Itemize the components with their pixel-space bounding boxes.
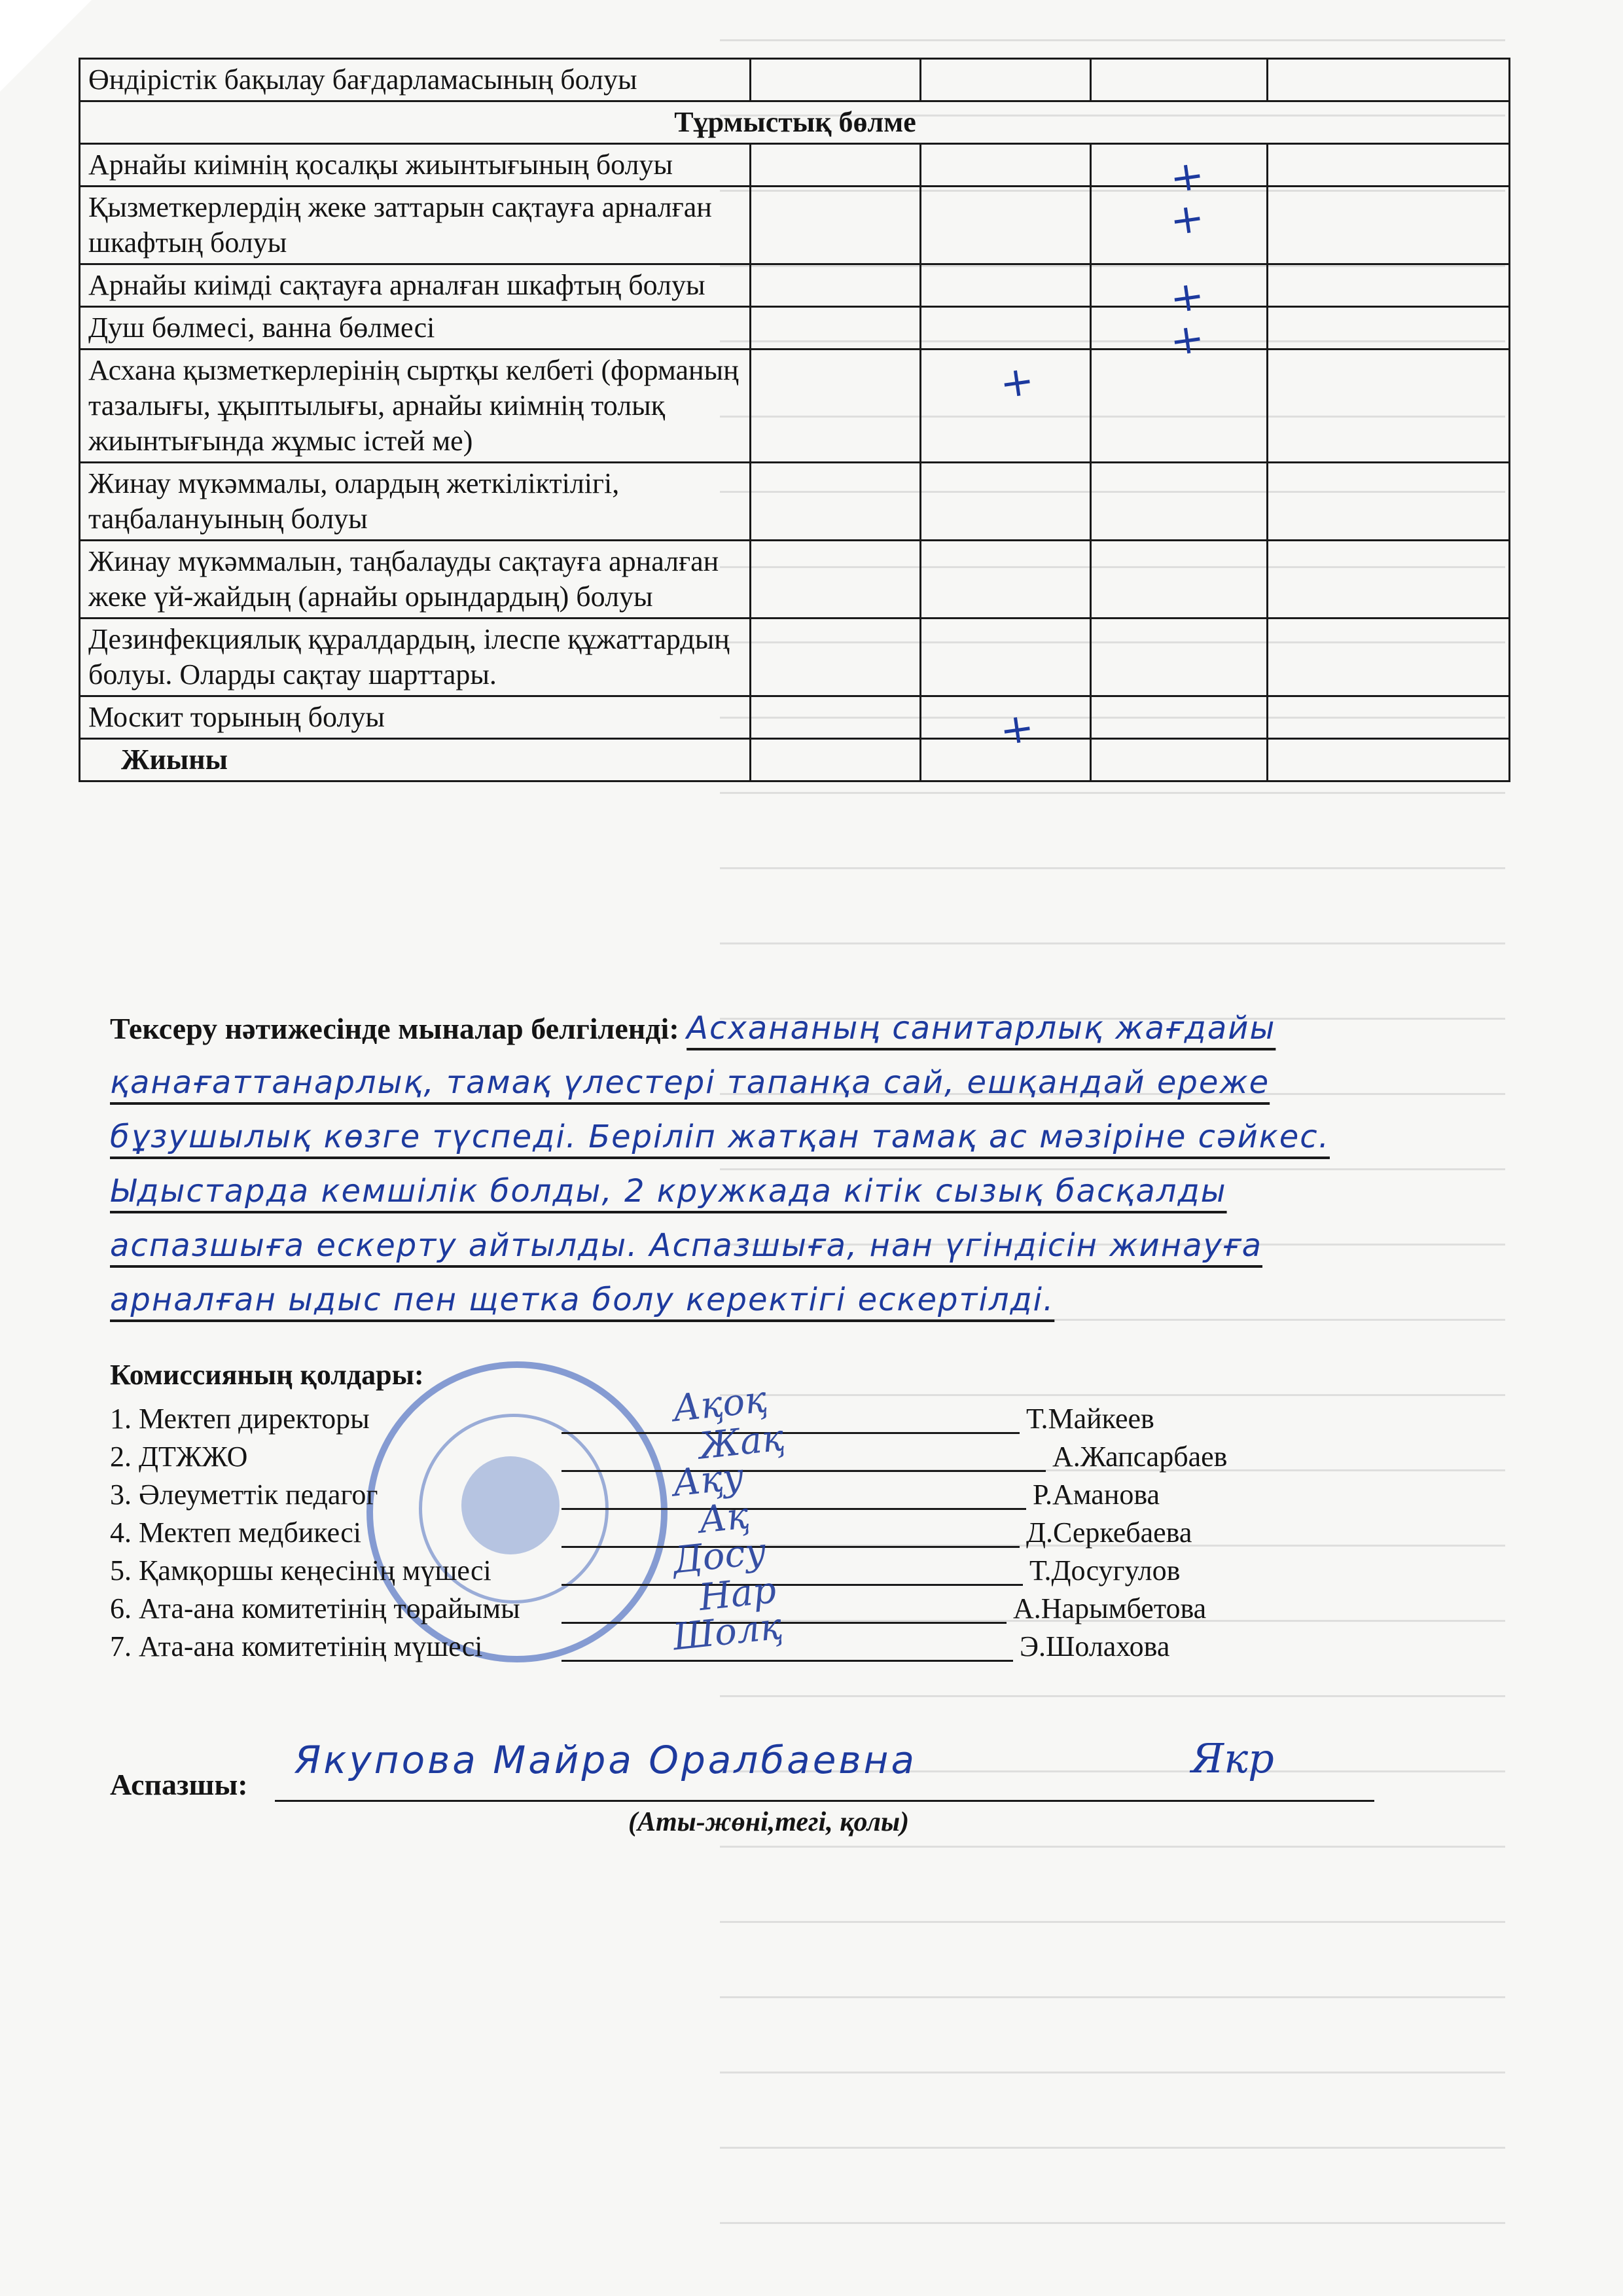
member-role: 4. Мектеп медбикесі	[110, 1516, 361, 1549]
score-cell	[1091, 619, 1268, 696]
folded-corner	[0, 0, 92, 92]
cook-caption: (Аты-жөні,тегі, қолы)	[628, 1807, 910, 1837]
score-cell	[997, 696, 1268, 755]
table-row	[80, 144, 1510, 187]
member-signature: Нар	[696, 1569, 779, 1619]
member-signature: Ақоқ	[670, 1378, 769, 1431]
score-cell	[921, 59, 1091, 101]
member-signature: Шолқ	[671, 1605, 785, 1659]
criterion-cell: Дезинфекциялық құралдардың, ілеспе құжаттардың болуы. Оларды сақтау шарттары.	[80, 619, 751, 696]
score-cell	[751, 144, 921, 187]
member-signature: Жақ	[696, 1416, 787, 1468]
cook-signature-line	[275, 1800, 1374, 1802]
score-cell	[1091, 739, 1268, 781]
signature-line	[562, 1622, 1007, 1624]
score-cell	[1268, 619, 1510, 696]
section-row	[80, 101, 1510, 144]
signature-line	[562, 1546, 1020, 1548]
score-cell	[921, 264, 1091, 307]
score-cell	[751, 187, 921, 264]
score-cell	[1091, 59, 1268, 101]
commission-member	[110, 1378, 1222, 1437]
score-cell	[751, 541, 921, 619]
member-signature: Ақу	[670, 1455, 746, 1505]
criterion-cell: Қызметкерлердің жеке заттарын сақтауға арналған шкафтың болуы	[80, 187, 751, 264]
criterion-cell: Арнайы киімді сақтауға арналған шкафтың болуы	[80, 264, 751, 307]
criterion-cell: Арнайы киімнің қосалқы жиынтығының болуы	[80, 144, 751, 187]
score-cell	[921, 307, 1091, 350]
score-cell	[921, 187, 1091, 264]
member-role: 1. Мектеп директоры	[110, 1403, 370, 1435]
total-label: Жиыны	[80, 739, 751, 781]
score-cell	[921, 463, 1091, 541]
member-name: Т.Досугулов	[1029, 1554, 1181, 1587]
check-mark: +	[997, 702, 1037, 755]
cook-signature: Якр	[1191, 1734, 1274, 1782]
total-row	[80, 739, 1510, 781]
member-name: А.Нарымбетова	[1013, 1592, 1207, 1624]
score-cell	[997, 350, 1268, 463]
member-role: 3. Әлеуметтік педагог	[110, 1479, 378, 1511]
table-row	[80, 619, 1510, 696]
score-cell	[1091, 307, 1268, 366]
score-cell	[1268, 264, 1510, 307]
table-row	[80, 264, 1510, 307]
score-cell	[751, 619, 921, 696]
section-title: Тұрмыстық бөлме	[80, 101, 1510, 144]
signature-line	[562, 1508, 1026, 1510]
table-row	[80, 541, 1510, 619]
check-mark: +	[1167, 192, 1207, 245]
criterion-cell: Москит торының болуы	[80, 696, 751, 739]
score-cell	[921, 619, 1091, 696]
score-cell	[1091, 541, 1268, 619]
score-cell	[751, 59, 921, 101]
score-cell	[751, 739, 921, 781]
score-cell	[1268, 187, 1510, 264]
check-mark: +	[1167, 150, 1207, 203]
inspection-table	[79, 58, 1510, 782]
member-name: Д.Серкебаева	[1026, 1516, 1192, 1549]
criterion-cell: Душ бөлмесі, ванна бөлмесі	[80, 307, 751, 350]
criterion-cell: Жинау мүкәммалы, олардың жеткіліктілігі, таңбалануының болуы	[80, 463, 751, 541]
member-signature: Ақ	[696, 1494, 751, 1542]
findings-handwritten: Асхананың санитарлық жағдайы қанағаттанарлық, тамақ үлестері тапанқа сай, ешқандай ереже бұзушылық көзге түспеді. Беріліп жатқан тамақ ас мәзіріне сәйкес. Ыдыстарда кемшілік болды, 2 кружкада кітік сызық басқалды аспазшыға ескерту айтылды. Аспазшыға, нан үгіндісін жинауға арналған ыдыс пен щетка болу керектігі ескертілді.	[110, 1010, 1330, 1318]
table-row	[80, 350, 1510, 463]
score-cell	[1268, 463, 1510, 541]
signature-line	[562, 1470, 1046, 1472]
criterion-cell: Өндірістік бақылау бағдарламасының болуы	[80, 59, 751, 101]
check-mark: +	[997, 355, 1037, 408]
score-cell	[1268, 350, 1510, 463]
score-cell	[751, 696, 921, 739]
score-cell	[921, 541, 1091, 619]
member-role: 7. Ата-ана комитетінің мүшесі	[110, 1630, 483, 1662]
score-cell	[1268, 739, 1510, 781]
score-cell	[1268, 307, 1510, 350]
member-name: А.Жапсарбаев	[1052, 1441, 1228, 1473]
score-cell	[1268, 696, 1510, 739]
score-cell	[1091, 264, 1268, 323]
score-cell	[751, 463, 921, 541]
member-name: Т.Майкеев	[1026, 1403, 1154, 1435]
table-row	[80, 463, 1510, 541]
signature-line	[562, 1432, 1020, 1434]
table-row	[80, 59, 1510, 101]
check-mark: +	[1167, 270, 1207, 323]
table-row	[80, 696, 1510, 739]
member-signature: Досу	[670, 1530, 769, 1583]
findings-label: Тексеру нәтижесінде мыналар белгіленді:	[110, 1012, 679, 1045]
cook-label: Аспазшы:	[110, 1768, 248, 1801]
score-cell	[1268, 541, 1510, 619]
score-cell	[1091, 187, 1268, 264]
criterion-cell: Асхана қызметкерлерінің сыртқы келбеті (форманың тазалығы, ұқыптылығы, арнайы киімнің толық жиынтығында жұмыс істей ме)	[80, 350, 751, 463]
signature-line	[562, 1584, 1023, 1586]
score-cell	[1268, 144, 1510, 187]
score-cell	[1091, 463, 1268, 541]
score-cell	[751, 264, 921, 307]
check-mark: +	[1167, 313, 1207, 366]
findings-block	[110, 1001, 1412, 1327]
score-cell	[751, 307, 921, 350]
member-role: 2. ДТЖЖО	[110, 1441, 248, 1473]
cook-handwritten-name: Якупова Майра Оралбаевна	[294, 1738, 918, 1782]
score-cell	[921, 144, 1091, 187]
score-cell	[1091, 144, 1268, 203]
score-cell	[1268, 59, 1510, 101]
member-role: 5. Қамқоршы кеңесінің мүшесі	[110, 1554, 491, 1587]
commission-title: Комиссияның қолдары:	[110, 1359, 424, 1391]
table-row	[80, 187, 1510, 264]
member-role: 6. Ата-ана комитетінің төрайымы	[110, 1592, 520, 1624]
member-name: Р.Аманова	[1033, 1479, 1160, 1511]
signature-line	[562, 1660, 1013, 1662]
member-name: Э.Шолахова	[1020, 1630, 1170, 1662]
score-cell	[751, 350, 921, 463]
table-row	[80, 307, 1510, 350]
criterion-cell: Жинау мүкәммалын, таңбалауды сақтауға арналған жеке үй-жайдың (арнайы орындардың) болуы	[80, 541, 751, 619]
